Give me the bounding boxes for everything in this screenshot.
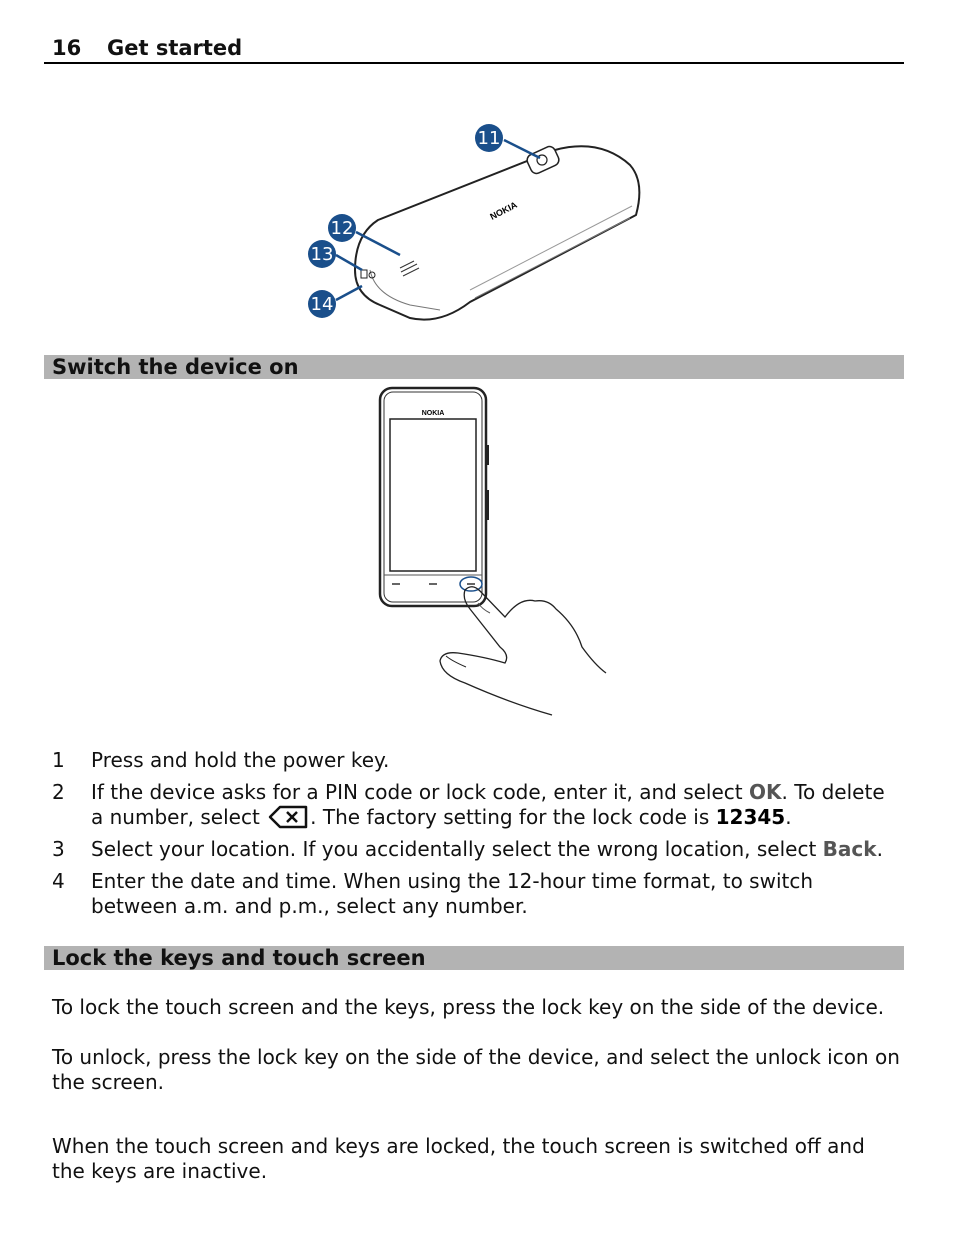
svg-text:11: 11 [477,128,501,149]
device-screen [390,419,476,571]
nokia-logo: NOKIA [488,199,519,222]
device-front-illustration [370,385,620,720]
svg-text:13: 13 [310,244,334,265]
paragraph-unlock: To unlock, press the lock key on the side of the device, and select the unlock icon on the screen. [52,1045,900,1094]
step-2: 2 If the device asks for a PIN code or lock code, enter it, and select OK. To delete a number, select . The factory setting for the lock code is 12345. [52,780,885,829]
device-back-body [355,146,639,319]
steps-list [52,748,902,926]
step-4: 4 Enter the date and time. When using the 12-hour time format, to switch between a.m. and p.m., select any number. [52,869,814,918]
paragraph-lock: To lock the touch screen and the keys, press the lock key on the side of the device. [52,995,885,1019]
page-title: Get started [107,36,243,60]
lock-code-value: 12345 [715,805,786,829]
svg-text:14: 14 [310,294,334,315]
device-back-illustration [300,120,650,330]
nokia-logo-front: NOKIA [421,410,445,417]
ok-softkey-label: OK [748,780,782,804]
back-softkey-label: Back [822,837,877,861]
svg-text:12: 12 [330,218,354,239]
page-number: 16 [52,36,82,60]
section-header-lock-keys: Lock the keys and touch screen [44,946,904,970]
step-1: 1 Press and hold the power key. [52,748,390,772]
section-header-switch-on: Switch the device on [44,355,904,379]
step-3: 3 Select your location. If you accidentally select the wrong location, select Back. [52,837,883,861]
page-header [44,34,904,64]
backspace-icon [268,805,308,829]
paragraph-locked-state: When the touch screen and keys are locked, the touch screen is switched off and the keys are inactive. [52,1134,865,1183]
